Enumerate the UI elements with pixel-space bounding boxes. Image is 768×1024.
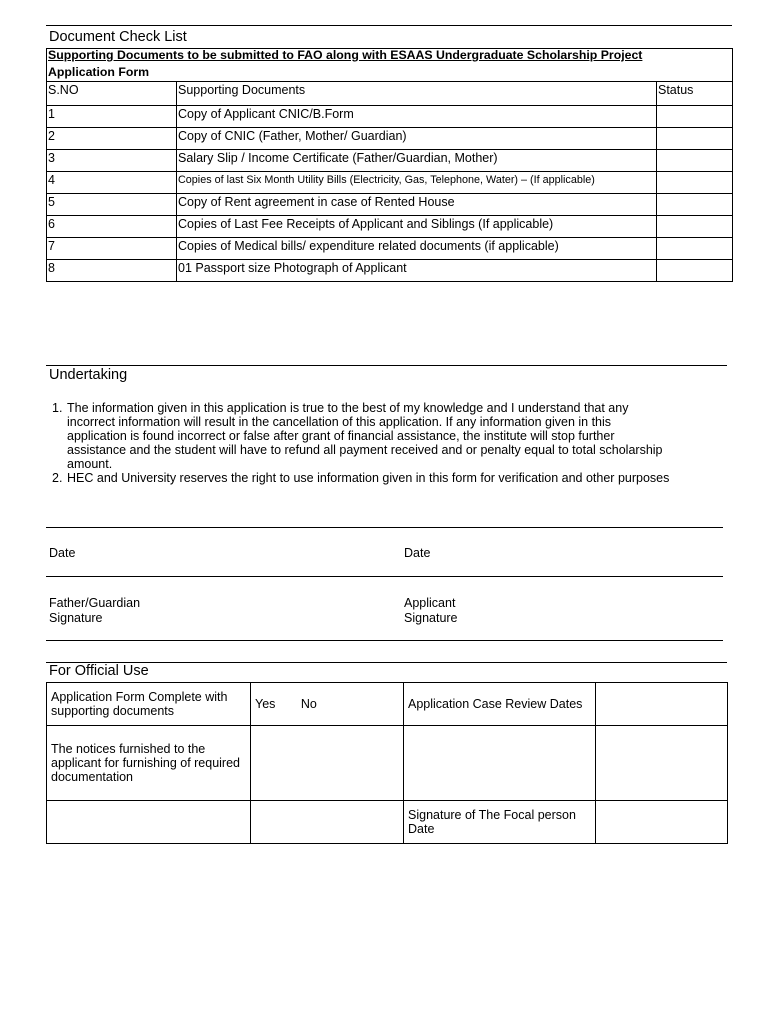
- row-sno: 2: [47, 128, 177, 150]
- review-dates-field[interactable]: [596, 683, 728, 726]
- undertaking-item-2-line: HEC and University reserves the right to use information given in this form for verification and other purposes: [67, 471, 670, 485]
- focal-person-signature-label: [404, 801, 596, 844]
- row-sno: 8: [47, 260, 177, 282]
- empty-cell[interactable]: [251, 801, 404, 844]
- checklist-top-rule: [46, 25, 732, 26]
- table-row: [47, 726, 728, 801]
- table-row: [47, 216, 733, 238]
- table-row: [47, 150, 733, 172]
- row-sno: 5: [47, 194, 177, 216]
- review-dates-label: Application Case Review Dates: [404, 683, 596, 726]
- checklist-header-row: [47, 82, 733, 106]
- signature-word: Signature: [49, 611, 103, 625]
- row-sno: 3: [47, 150, 177, 172]
- table-row: [47, 801, 728, 844]
- signature-rule-bottom: [46, 640, 723, 641]
- no-option[interactable]: No: [300, 697, 317, 711]
- header-status: Status: [657, 82, 733, 106]
- table-row: [47, 106, 733, 128]
- checklist-caption-row: [47, 49, 733, 66]
- yes-no-cell: [251, 683, 404, 726]
- undertaking-item-1-number: 1.: [52, 401, 63, 415]
- form-complete-line: supporting documents: [51, 704, 174, 718]
- right-date-label: Date: [404, 546, 431, 560]
- table-row: [47, 683, 728, 726]
- yes-option[interactable]: Yes: [255, 697, 276, 711]
- form-complete-label: [47, 683, 251, 726]
- row-document: Copies of Last Fee Receipts of Applicant and Siblings (If applicable): [177, 216, 657, 238]
- row-document: Copy of CNIC (Father, Mother/ Guardian): [177, 128, 657, 150]
- notices-line: applicant for furnishing of required: [51, 756, 241, 770]
- empty-cell[interactable]: [596, 726, 728, 801]
- table-row: [47, 260, 733, 282]
- empty-cell[interactable]: [404, 726, 596, 801]
- row-sno: 7: [47, 238, 177, 260]
- row-document: Copies of Medical bills/ expenditure related documents (if applicable): [177, 238, 657, 260]
- row-status-cell[interactable]: [657, 106, 733, 128]
- undertaking-item-2-number: 2.: [52, 471, 63, 485]
- undertaking-item-1-line: application is found incorrect or false after grant of financial assistance, the institute will stop further: [67, 429, 615, 443]
- row-status-cell[interactable]: [657, 216, 733, 238]
- table-row: [47, 128, 733, 150]
- father-guardian-label: Father/Guardian: [49, 596, 141, 610]
- applicant-label: Applicant: [404, 596, 456, 610]
- row-document: Salary Slip / Income Certificate (Father/Guardian, Mother): [177, 150, 657, 172]
- undertaking-item-1-line: amount.: [67, 457, 113, 471]
- focal-person-signature-field[interactable]: [596, 801, 728, 844]
- undertaking-item-1-line: incorrect information will result in the cancellation of this application. If any information given in this: [67, 415, 612, 429]
- row-sno: 1: [47, 106, 177, 128]
- signature-word: Signature: [404, 611, 458, 625]
- row-status-cell[interactable]: [657, 194, 733, 216]
- row-sno: 6: [47, 216, 177, 238]
- checklist-title: Document Check List: [49, 29, 187, 45]
- notices-label: [47, 726, 251, 801]
- applicant-signature-label: [404, 596, 458, 626]
- row-status-cell[interactable]: [657, 238, 733, 260]
- checklist-table: [46, 48, 733, 282]
- left-date-label: Date: [49, 546, 76, 560]
- row-document: 01 Passport size Photograph of Applicant: [177, 260, 657, 282]
- form-complete-line: Application Form Complete with: [51, 690, 228, 704]
- checklist-caption-line1: Supporting Documents to be submitted to FAO along with ESAAS Undergraduate Scholarship Project: [47, 49, 733, 66]
- row-document: Copies of last Six Month Utility Bills (Electricity, Gas, Telephone, Water) – (If applicable): [177, 172, 657, 194]
- row-status-cell[interactable]: [657, 150, 733, 172]
- row-status-cell[interactable]: [657, 260, 733, 282]
- checklist-caption-line2: Application Form: [47, 65, 733, 82]
- undertaking-title: Undertaking: [49, 367, 128, 383]
- signature-rule-middle: [46, 576, 723, 577]
- row-status-cell[interactable]: [657, 128, 733, 150]
- undertaking-item-1-line: assistance and the student will have to refund all payment received and or penalty equal to total scholarship: [67, 443, 663, 457]
- undertaking-top-rule: [46, 365, 727, 366]
- row-document: Copy of Rent agreement in case of Rented House: [177, 194, 657, 216]
- focal-person-date: Date: [408, 822, 435, 836]
- header-supporting-documents: Supporting Documents: [177, 82, 657, 106]
- table-row: [47, 194, 733, 216]
- official-use-table: [46, 682, 728, 844]
- table-row: [47, 238, 733, 260]
- notices-field[interactable]: [251, 726, 404, 801]
- row-status-cell[interactable]: [657, 172, 733, 194]
- row-sno: 4: [47, 172, 177, 194]
- focal-person-line: Signature of The Focal person: [408, 808, 576, 822]
- empty-cell[interactable]: [47, 801, 251, 844]
- notices-line: documentation: [51, 770, 134, 784]
- notices-line: The notices furnished to the: [51, 742, 206, 756]
- father-guardian-signature-label: [49, 596, 140, 626]
- undertaking-item-1-line: The information given in this application is true to the best of my knowledge and I understand that any: [67, 401, 629, 415]
- signature-rule-top: [46, 527, 723, 528]
- checklist-caption-row: [47, 65, 733, 82]
- official-use-title: For Official Use: [49, 663, 149, 679]
- row-document: Copy of Applicant CNIC/B.Form: [177, 106, 657, 128]
- header-sno: S.NO: [47, 82, 177, 106]
- table-row: [47, 172, 733, 194]
